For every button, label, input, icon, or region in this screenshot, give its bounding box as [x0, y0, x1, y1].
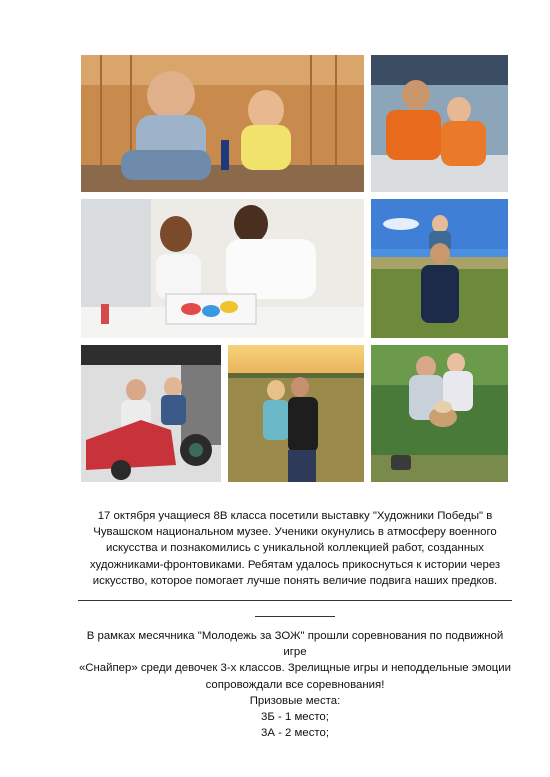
prizes-heading: Призовые места: — [249, 694, 341, 707]
photo-mini-tractor — [81, 345, 221, 482]
competition-line-2: «Снайпер» среди девочек 3-х классов. Зрелищные игры и неподдельные эмоции — [78, 662, 512, 675]
photo-painting-ebru — [81, 199, 364, 338]
divider-rule — [78, 600, 512, 601]
prize-first: 3Б - 1 место; — [261, 711, 329, 724]
exhibition-paragraph: 17 октября учащиеся 8В класса посетили выставку "Художники Победы" в Чувашском национальном музее. Ученики окунулись в атмосферу военного искусства и познакомились с уникальной коллекцией работ, созданных художниками-фронтовиками. Ребятам удалось прикоснуться к истории через искусство, которое помогает лучше понять величие подвига наших предков. — [89, 510, 501, 587]
competition-line-3: сопровождали все соревнования! — [205, 678, 385, 691]
prize-second: 3А - 2 место; — [260, 727, 329, 740]
photo-child-on-shoulders — [371, 199, 508, 338]
short-divider-rule — [255, 616, 335, 617]
competition-line-1: В рамках месячника "Молодежь за ЗОЖ" прошли соревнования по подвижной игре — [86, 630, 504, 659]
photo-field-sunset — [228, 345, 364, 482]
photo-mushrooms-basket — [371, 345, 508, 482]
competition-paragraph — [78, 628, 512, 741]
photo-father-daughter-drilling — [81, 55, 364, 192]
photo-boat-life-jackets — [371, 55, 508, 192]
